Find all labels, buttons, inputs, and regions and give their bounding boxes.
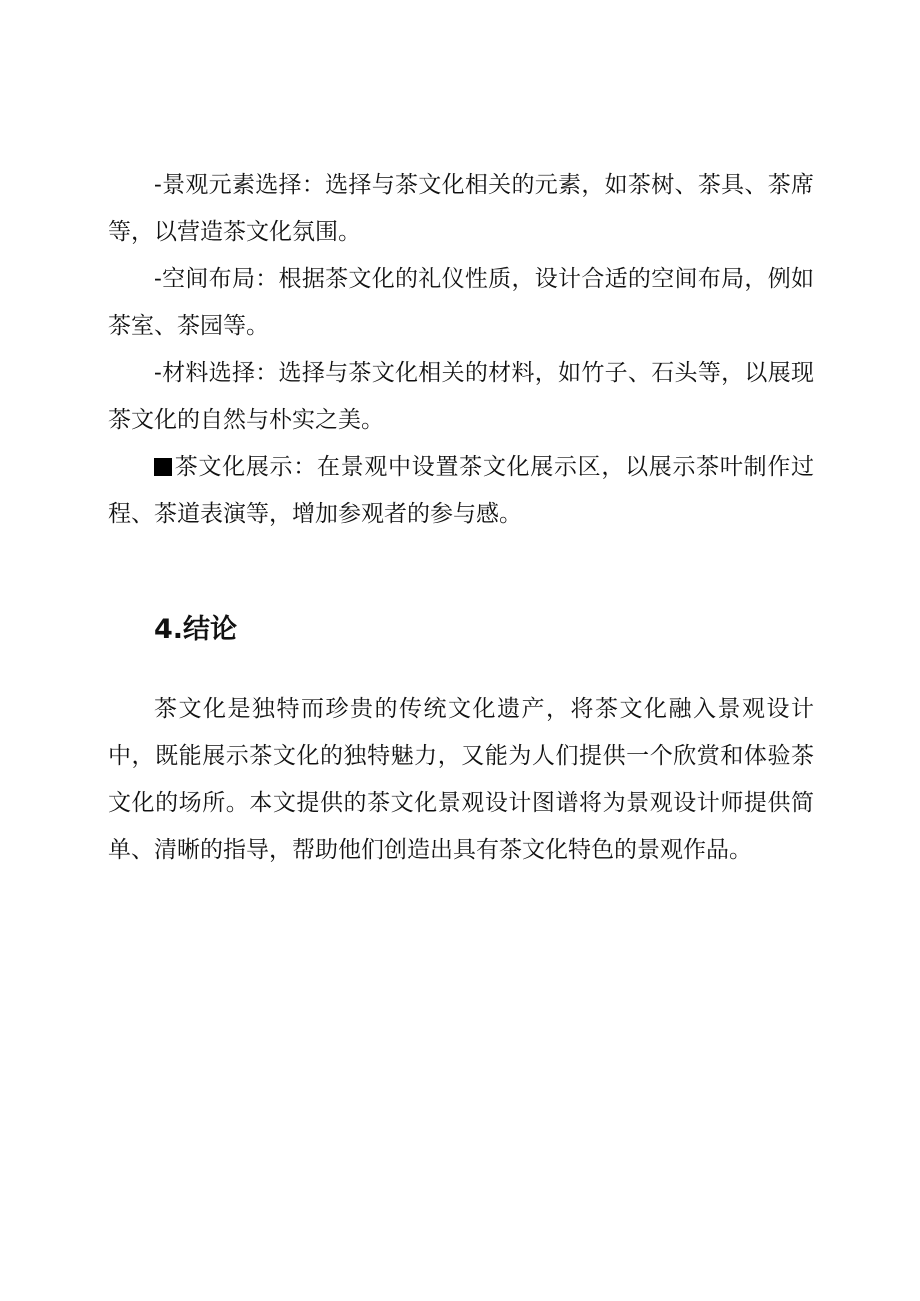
paragraph-material-selection: -材料选择：选择与茶文化相关的材料，如竹子、石头等，以展现茶文化的自然与朴实之美。	[108, 360, 814, 433]
black-square-icon	[154, 458, 172, 476]
paragraph-spatial-layout: -空间布局：根据茶文化的礼仪性质，设计合适的空间布局，例如茶室、茶园等。	[108, 266, 814, 339]
document-body	[108, 162, 814, 874]
tea-culture-display-text: 茶文化展示：在景观中设置茶文化展示区，以展示茶叶制作过程、茶道表演等，增加参观者的参与感。	[108, 454, 814, 527]
paragraph-conclusion: 茶文化是独特而珍贵的传统文化遗产，将茶文化融入景观设计中，既能展示茶文化的独特魅力，又能为人们提供一个欣赏和体验茶文化的场所。本文提供的茶文化景观设计图谱将为景观设计师提供简单、清晰的指导，帮助他们创造出具有茶文化特色的景观作品。	[108, 696, 814, 863]
section-heading-conclusion: 4.结论	[154, 614, 238, 645]
paragraph-landscape-elements: -景观元素选择：选择与茶文化相关的元素，如茶树、茶具、茶席等，以营造茶文化氛围。	[108, 172, 814, 245]
paragraph-tea-culture-display	[108, 444, 814, 538]
